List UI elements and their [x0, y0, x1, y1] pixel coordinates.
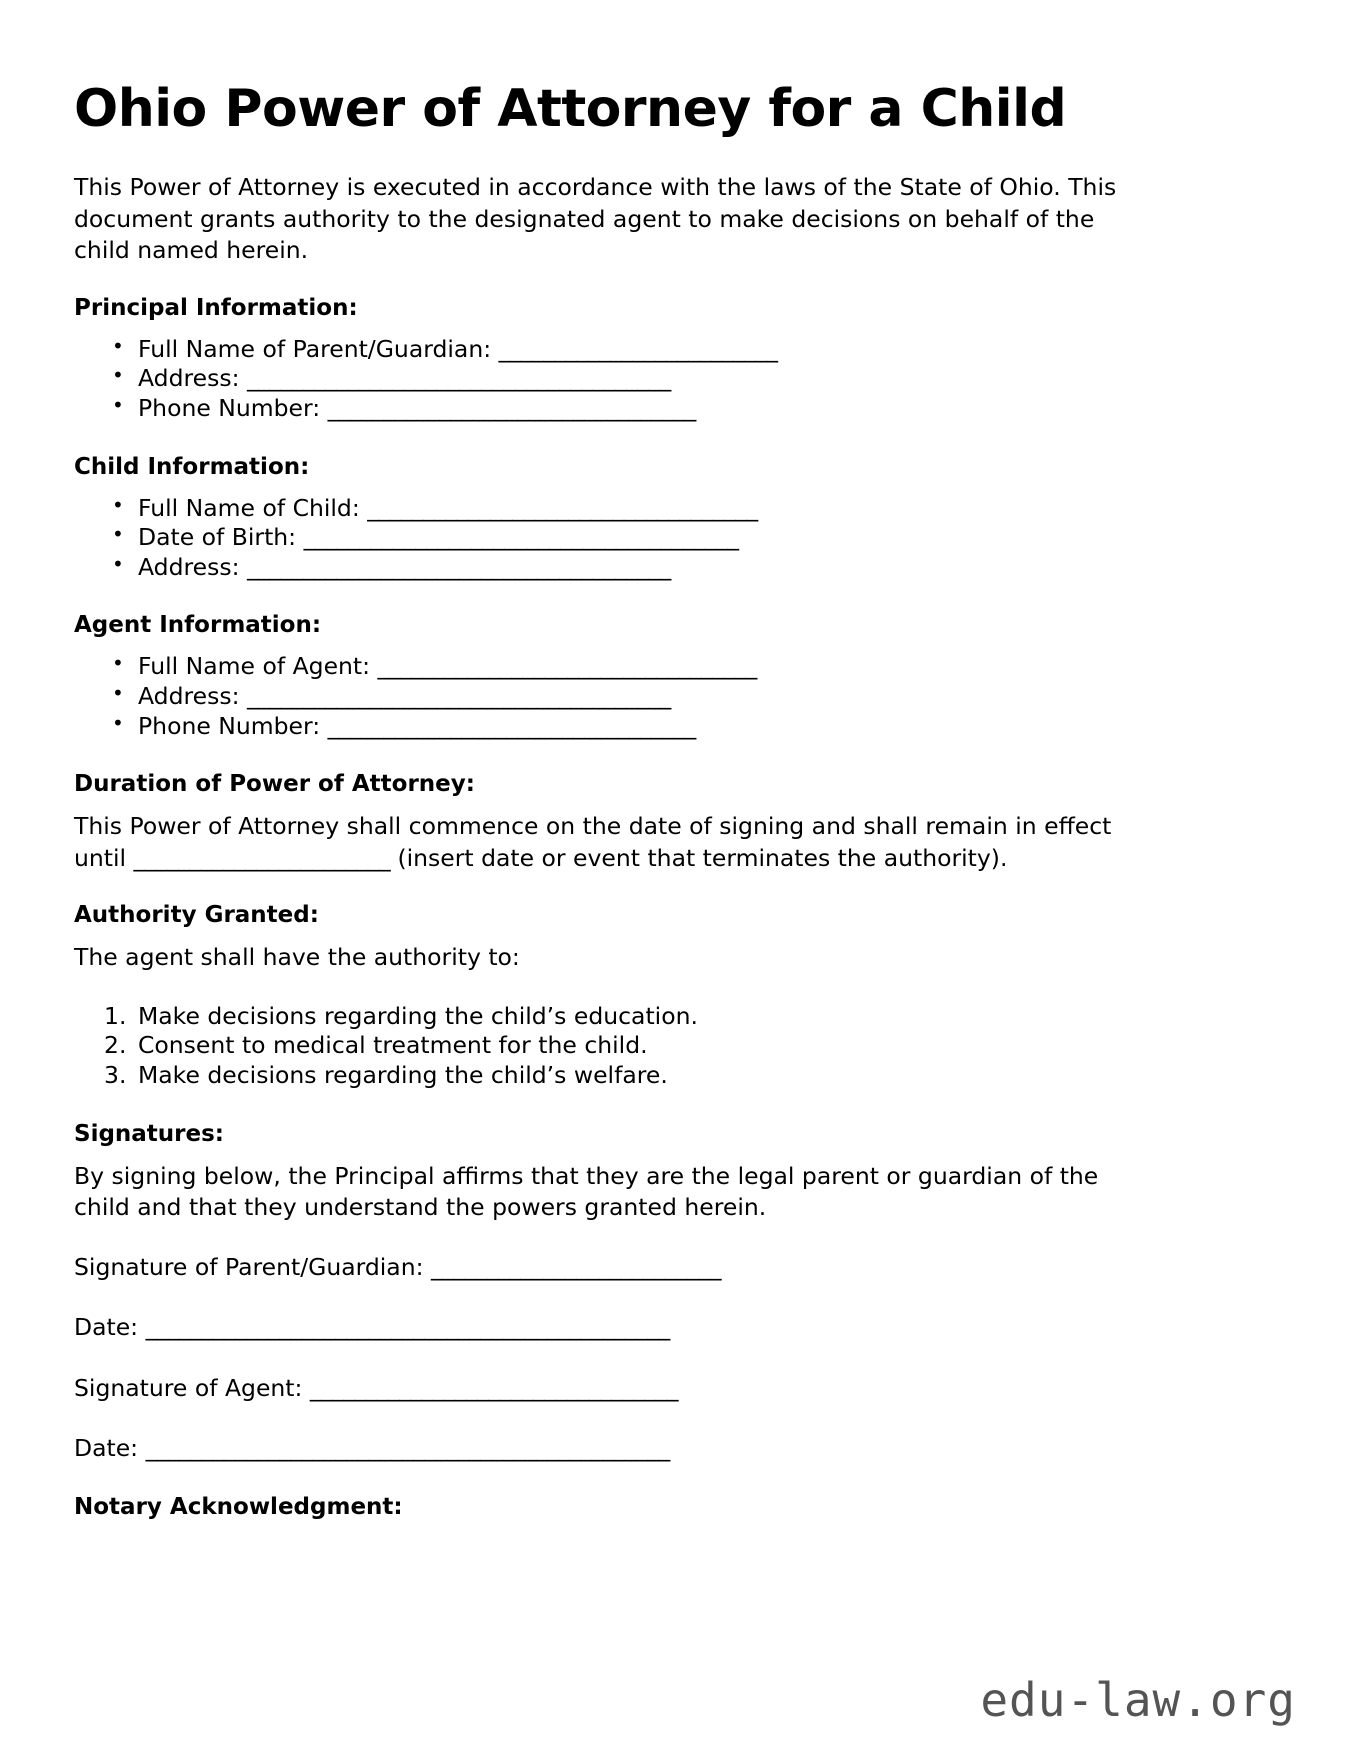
fill-blank[interactable]: ______________________________________	[247, 364, 671, 393]
fill-blank[interactable]: _______________________________________________	[145, 1434, 670, 1463]
field-label: Full Name of Parent/Guardian:	[138, 334, 492, 363]
fill-blank[interactable]: _________________________________	[309, 1373, 678, 1402]
date-line-agent	[74, 1433, 1288, 1464]
date-label: Date:	[74, 1313, 139, 1342]
list-item: Make decisions regarding the child’s education.	[138, 1001, 698, 1030]
agent-information-list	[74, 652, 1288, 741]
list-item	[112, 712, 1288, 742]
list-item	[112, 523, 1288, 553]
signature-label: Signature of Parent/Guardian:	[74, 1252, 424, 1281]
signature-affirmation-text: By signing below, the Principal affirms that they are the legal parent or guardian of the child and that they understand the powers granted herein.	[74, 1161, 1099, 1222]
signature-label: Signature of Agent:	[74, 1373, 303, 1402]
fill-blank[interactable]: ______________________________________	[247, 552, 671, 581]
child-information-list	[74, 494, 1288, 583]
field-label: Date of Birth:	[138, 523, 297, 552]
signature-line-parent-guardian	[74, 1252, 1288, 1283]
list-item	[112, 494, 1288, 524]
duration-fill-blank[interactable]: _______________________	[133, 843, 390, 872]
signature-line-agent	[74, 1373, 1288, 1404]
fill-blank[interactable]: _______________________________________________	[145, 1313, 670, 1342]
fill-blank[interactable]: _________________________	[498, 334, 778, 363]
field-label: Address:	[138, 552, 240, 581]
authority-granted-list	[74, 1002, 1288, 1091]
field-label: Full Name of Child:	[138, 493, 360, 522]
list-item: Consent to medical treatment for the child.	[138, 1031, 648, 1060]
duration-text-after: (insert date or event that terminates the authority).	[389, 843, 1008, 872]
field-label: Phone Number:	[138, 711, 321, 740]
field-label: Full Name of Agent:	[138, 652, 371, 681]
duration-heading: Duration of Power of Attorney:	[74, 771, 475, 798]
fill-blank[interactable]: _______________________________________	[303, 523, 739, 552]
list-item: Make decisions regarding the child’s welfare.	[138, 1061, 668, 1090]
date-line-parent-guardian	[74, 1312, 1288, 1343]
intro-paragraph: This Power of Attorney is executed in accordance with the laws of the State of Ohio. This document grants authority to the designated agent to make decisions on behalf of the child named herein.	[74, 173, 1117, 265]
signatures-heading: Signatures:	[74, 1120, 225, 1147]
fill-blank[interactable]: __________________________	[431, 1252, 721, 1281]
field-label: Address:	[138, 364, 240, 393]
list-item	[112, 652, 1288, 682]
field-label: Address:	[138, 681, 240, 710]
authority-lead-text: The agent shall have the authority to:	[74, 943, 520, 972]
principal-information-heading: Principal Information:	[74, 294, 358, 321]
fill-blank[interactable]: ___________________________________	[367, 493, 758, 522]
list-item	[112, 394, 1288, 424]
duration-paragraph	[74, 811, 1146, 874]
list-item	[112, 682, 1288, 712]
child-information-heading: Child Information:	[74, 453, 310, 480]
agent-information-heading: Agent Information:	[74, 612, 322, 639]
duration-text-before: This Power of Attorney shall commence on the date of signing and shall remain in effect until	[74, 812, 1112, 872]
site-watermark: edu-law.org	[980, 1673, 1296, 1727]
date-label: Date:	[74, 1434, 139, 1463]
principal-information-list	[74, 335, 1288, 424]
list-item	[112, 553, 1288, 583]
page-title: Ohio Power of Attorney for a Child	[74, 79, 1067, 139]
list-item	[112, 335, 1288, 365]
field-label: Phone Number:	[138, 393, 321, 422]
notary-acknowledgment-heading: Notary Acknowledgment:	[74, 1493, 403, 1520]
authority-granted-heading: Authority Granted:	[74, 902, 319, 929]
fill-blank[interactable]: _________________________________	[327, 393, 696, 422]
fill-blank[interactable]: ______________________________________	[247, 681, 671, 710]
fill-blank[interactable]: __________________________________	[377, 652, 757, 681]
list-item	[112, 364, 1288, 394]
fill-blank[interactable]: _________________________________	[327, 711, 696, 740]
